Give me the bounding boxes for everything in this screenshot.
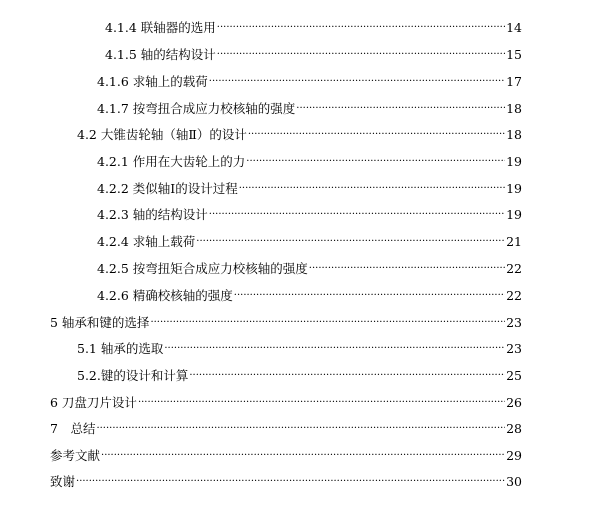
toc-entry-page: 18	[506, 127, 522, 142]
toc-entry[interactable]	[50, 446, 522, 466]
dot-leader	[217, 45, 505, 65]
toc-entry-label: 4.2.2 类似轴Ⅰ的设计过程	[97, 181, 238, 196]
toc-entry-label: 5 轴承和键的选择	[50, 315, 150, 330]
toc-entry-label: 4.2 大锥齿轮轴（轴Ⅱ）的设计	[77, 127, 247, 142]
toc-entry-label: 6 刀盘刀片设计	[50, 395, 137, 410]
toc-entry-label: 4.2.6 精确校核轴的强度	[97, 288, 233, 303]
toc-entry[interactable]	[50, 313, 522, 333]
toc-entry[interactable]	[77, 125, 522, 145]
toc-entry[interactable]	[77, 339, 522, 359]
toc-entry-page: 14	[506, 20, 522, 35]
dot-leader	[246, 152, 505, 172]
toc-entry-page: 29	[506, 448, 522, 463]
toc-entry[interactable]	[97, 99, 522, 119]
dot-leader	[309, 259, 505, 279]
toc-entry-page: 22	[506, 261, 522, 276]
toc-entry-page: 19	[506, 181, 522, 196]
toc-entry-label: 7 总结	[50, 421, 96, 436]
toc-entry[interactable]	[97, 72, 522, 92]
toc-entry[interactable]	[97, 286, 522, 306]
dot-leader	[101, 446, 505, 466]
dot-leader	[209, 72, 505, 92]
toc-entry-page: 23	[506, 315, 522, 330]
toc-entry-page: 21	[506, 234, 522, 249]
dot-leader	[196, 232, 505, 252]
toc-entry[interactable]	[105, 45, 522, 65]
toc-entry-label: 致谢	[50, 474, 76, 489]
toc-entry-label: 4.1.5 轴的结构设计	[105, 47, 216, 62]
dot-leader	[296, 99, 505, 119]
toc-entry[interactable]	[50, 393, 522, 413]
toc-entry[interactable]	[77, 366, 522, 386]
dot-leader	[189, 366, 505, 386]
toc-entry[interactable]	[97, 152, 522, 172]
toc-entry-label: 5.2.键的设计和计算	[77, 368, 189, 383]
toc-entry-label: 4.2.5 按弯扭矩合成应力校核轴的强度	[97, 261, 308, 276]
dot-leader	[217, 18, 505, 38]
toc-entry-page: 30	[506, 474, 522, 489]
toc-entry-page: 26	[506, 395, 522, 410]
toc-entry-label: 4.2.1 作用在大齿轮上的力	[97, 154, 246, 169]
toc-entry-label: 4.2.3 轴的结构设计	[97, 207, 208, 222]
toc-entry[interactable]	[50, 472, 522, 492]
toc-entry-label: 5.1 轴承的选取	[77, 341, 164, 356]
toc-entry-page: 23	[506, 341, 522, 356]
dot-leader	[248, 125, 505, 145]
toc-entry[interactable]	[97, 259, 522, 279]
toc-entry-label: 4.1.6 求轴上的载荷	[97, 74, 208, 89]
dot-leader	[76, 472, 505, 492]
toc-entry-page: 28	[506, 421, 522, 436]
toc-entry-label: 4.1.4 联轴器的选用	[105, 20, 216, 35]
toc-entry[interactable]	[97, 232, 522, 252]
dot-leader	[96, 419, 505, 439]
toc-entry-label: 4.1.7 按弯扭合成应力校核轴的强度	[97, 101, 296, 116]
toc-entry[interactable]	[50, 419, 522, 439]
dot-leader	[234, 286, 505, 306]
toc-entry-page: 19	[506, 154, 522, 169]
toc-entry-page: 19	[506, 207, 522, 222]
toc-entry-label: 4.2.4 求轴上载荷	[97, 234, 196, 249]
dot-leader	[209, 205, 505, 225]
toc-entry[interactable]	[105, 18, 522, 38]
toc-entry-page: 15	[506, 47, 522, 62]
dot-leader	[239, 179, 505, 199]
dot-leader	[138, 393, 505, 413]
dot-leader	[164, 339, 505, 359]
toc-entry-page: 17	[506, 74, 522, 89]
dot-leader	[150, 313, 505, 333]
toc-entry-page: 25	[506, 368, 522, 383]
toc-entry-page: 22	[506, 288, 522, 303]
toc-entry-page: 18	[506, 101, 522, 116]
toc-entry[interactable]	[97, 205, 522, 225]
toc-entry[interactable]	[97, 179, 522, 199]
toc-entry-label: 参考文献	[50, 448, 101, 463]
